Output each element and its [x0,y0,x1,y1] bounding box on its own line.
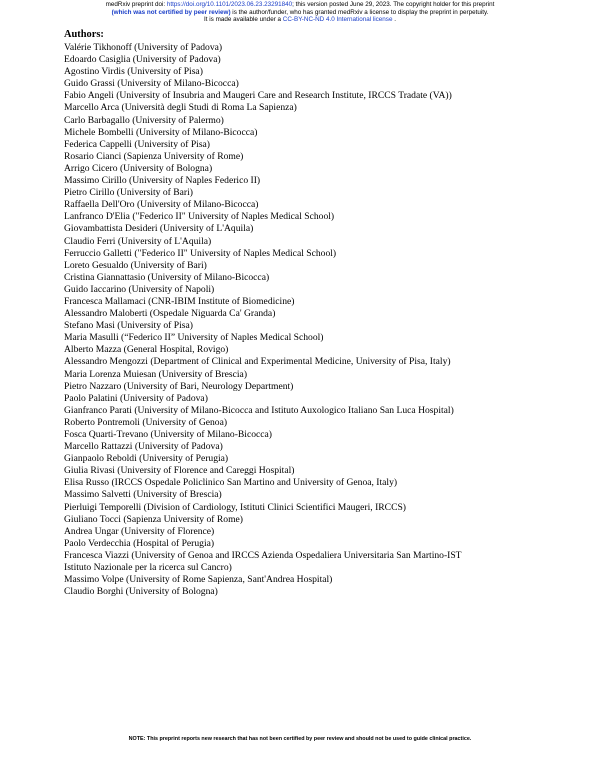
author-entry: Rosario Cianci (Sapienza University of Rome) [64,150,244,162]
preprint-header [0,1,600,24]
peer-review-notice: (which was not certified by peer review) [111,8,231,16]
author-entry: Loreto Gesualdo (University of Bari) [64,259,207,271]
author-entry: Claudio Ferri (University of L'Aquila) [64,235,212,247]
author-entry: Roberto Pontremoli (University of Genoa) [64,416,228,428]
header-doi-prefix: medRxiv preprint doi: [105,1,167,8]
author-entry: Agostino Virdis (University of Pisa) [64,66,203,78]
author-entry: Massimo Volpe (University of Rome Sapienza, Sant'Andrea Hospital) [64,574,333,586]
doi-link[interactable]: https://doi.org/10.1101/2023.06.23.23291840 [166,1,293,8]
author-entry: Maria Lorenza Muiesan (University of Brescia) [64,368,248,380]
author-list [64,42,584,598]
header-line-2 [0,9,600,17]
author-entry: Stefano Masi (University of Pisa) [64,320,193,332]
preprint-footer-note: NOTE: This preprint reports new research that has not been certified by peer review and should not be used to guide clinical practice. [128,736,472,742]
author-entry: Michele Bombelli (University of Milano-Bicocca) [64,126,258,138]
author-entry: Arrigo Cicero (University of Bologna) [64,162,213,174]
license-link[interactable]: CC-BY-NC-ND 4.0 International license [282,16,393,24]
author-entry: Guido Grassi (University of Milano-Bicocca) [64,78,239,90]
authors-heading: Authors: [64,29,104,40]
author-entry: Alessandro Mengozzi (Department of Clinical and Experimental Medicine, University of Pisa, Italy) [64,356,451,368]
author-entry: Fosca Quarti-Trevano (University of Milano-Bicocca) [64,429,272,440]
author-entry: Giulia Rivasi (University of Florence and Careggi Hospital) [64,465,295,477]
author-entry: Pietro Cirillo (University of Bari) [64,187,193,199]
author-entry: Elisa Russo (IRCCS Ospedale Policlinico San Martino and University of Genoa, Italy) [64,477,398,489]
author-entry: Andrea Ungar (University of Florence) [64,525,215,537]
author-entry: Maria Masulli (“Federico II” University of Naples Medical School) [64,332,324,344]
author-entry: Federica Cappelli (University of Pisa) [64,138,211,150]
author-entry: Fabio Angeli (University of Insubria and Maugeri Care and Research Institute, IRCCS Tradate (VA)) [64,90,452,102]
author-entry: Pietro Nazzaro (University of Bari, Neurology Department) [64,380,294,392]
author-entry: Carlo Barbagallo (University of Palermo) [64,114,224,126]
header-license-text: is the author/funder, who has granted medRxiv a license to display the preprint in perpetuity. [230,8,489,16]
author-entry: Guido Iaccarino (University of Napoli) [64,283,215,295]
header-available-text: It is made available under a [204,16,283,24]
author-entry: Gianpaolo Reboldi (University of Perugia) [64,453,229,465]
header-line-3 [0,16,600,24]
author-entry: Paolo Verdecchia (Hospital of Perugia) [64,537,215,549]
author-entry: Marcello Arca (Università degli Studi di Roma La Sapienza) [64,102,297,114]
author-entry: Ferruccio Galletti ("Federico II" University of Naples Medical School) [64,247,337,259]
author-entry: Valérie Tikhonoff (University of Padova) [64,42,223,53]
author-entry: Francesca Mallamaci (CNR-IBIM Institute of Biomedicine) [64,295,295,307]
author-entry: Lanfranco D'Elia ("Federico II" University of Naples Medical School) [64,211,335,223]
author-entry: Marcello Rattazzi (University of Padova) [64,441,223,453]
author-entry: Gianfranco Parati (University of Milano-Bicocca and Istituto Auxologico Italiano San Luca Hospital) [64,404,454,416]
author-entry: Alberto Mazza (General Hospital, Rovigo) [64,344,229,356]
header-period: . [392,16,396,24]
author-entry: Pierluigi Temporelli (Division of Cardiology, Istituti Clinici Scientifici Maugeri, IRCCS) [64,501,407,513]
author-entry: Giuliano Tocci (Sapienza University of Rome) [64,513,243,525]
author-entry: Massimo Cirillo (University of Naples Federico II) [64,175,261,187]
author-entry: Paolo Palatini (University of Padova) [64,392,208,404]
author-entry: Francesca Viazzi (University of Genoa and IRCCS Azienda Ospedaliera Universitaria San Martino-IST [64,549,462,561]
author-entry: Cristina Giannattasio (University of Milano-Bicocca) [64,271,270,283]
author-entry: Alessandro Maloberti (Ospedale Niguarda Ca' Granda) [64,308,276,320]
author-entry: Edoardo Casiglia (University of Padova) [64,54,221,66]
header-posted-text: ; this version posted June 29, 2023. The copyright holder for this preprint [292,1,495,8]
author-entry: Claudio Borghi (University of Bologna) [64,586,218,598]
author-entry: Istituto Nazionale per la ricerca sul Cancro) [64,562,232,574]
author-entry: Giovambattista Desideri (University of L'Aquila) [64,223,254,235]
author-entry: Raffaella Dell'Oro (University of Milano-Bicocca) [64,199,259,211]
author-entry: Massimo Salvetti (University of Brescia) [64,489,222,501]
header-line-1 [0,1,600,9]
